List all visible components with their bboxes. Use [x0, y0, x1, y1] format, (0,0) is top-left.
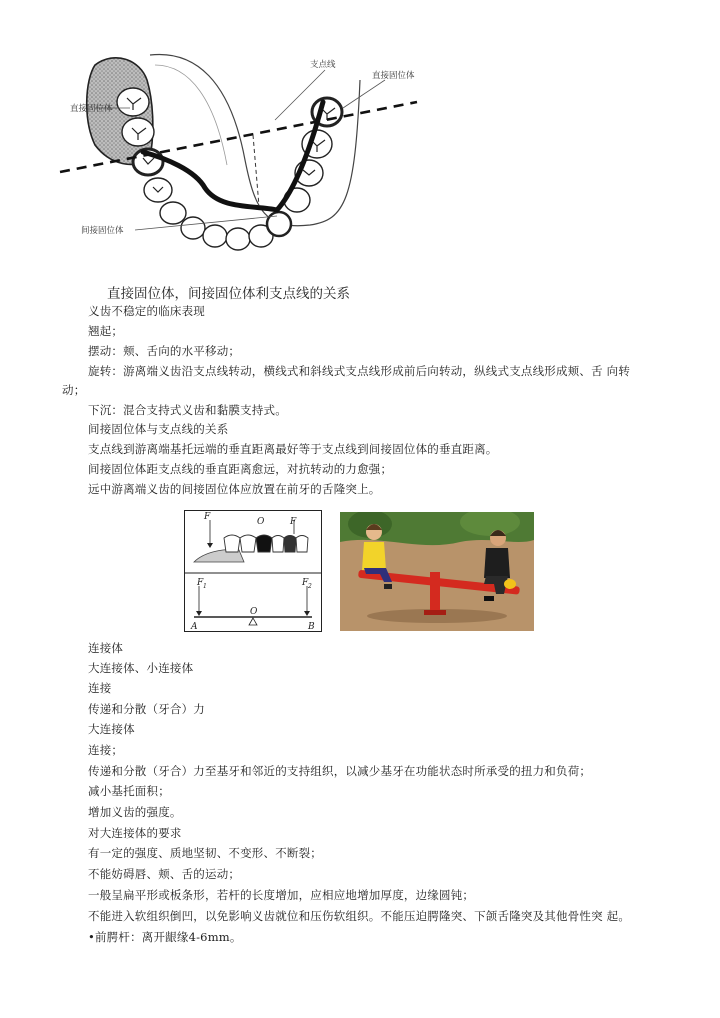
lever-diagram — [184, 510, 322, 632]
f1-subscript: 1 — [203, 583, 207, 590]
text-line: 下沉：混合支持式义齿和黏膜支持式。 — [88, 403, 287, 417]
indirect-retainer-label: 间接固位体 — [81, 226, 124, 236]
text-line: 传递和分散（牙合）力 — [88, 702, 205, 716]
text-line: 间接固位体与支点线的关系 — [88, 422, 229, 436]
f2-subscript: 2 — [308, 583, 312, 590]
figure-caption: 直接固位体，间接固位体利支点线的关系 — [107, 286, 350, 302]
text-line: 有一定的强度、质地坚韧、不变形、不断裂； — [88, 846, 322, 860]
f1-top-label: F — [204, 512, 211, 522]
text-line: 间接固位体距支点线的垂直距离愈远，对抗转动的力愈强； — [88, 462, 393, 476]
text-line: 动； — [62, 383, 86, 397]
text-line: 传递和分散（牙合）力至基牙和邻近的支持组织，以减少基牙在功能状态时所承受的扭力和负荷； — [88, 764, 592, 778]
text-line: 增加义齿的强度。 — [88, 805, 182, 819]
text-line: 旋转：游离端义齿沿支点线转动，横线式和斜线式支点线形成前后向转动，纵线式支点线形成颊、舌 向转 — [88, 364, 631, 378]
text-line: 连接 — [88, 681, 112, 695]
o-top-label: O — [257, 517, 265, 527]
text-line: 一般呈扁平形或板条形，若杆的长度增加，应相应地增加厚度，边缘圆钝； — [88, 888, 475, 902]
a-label: A — [191, 622, 198, 632]
text-line: 义齿不稳定的临床表现 — [88, 304, 205, 318]
dental-arch-diagram — [55, 40, 435, 255]
support-line-label: 支点线 — [310, 60, 336, 70]
text-line: 支点线到游离端基托远端的垂直距离最好等于支点线到间接固位体的垂直距离。 — [88, 442, 498, 456]
b-label: B — [308, 622, 315, 632]
direct-retainer-label-left: 直接固位体 — [70, 104, 113, 114]
text-line: 远中游离端义齿的间接固位体应放置在前牙的舌隆突上。 — [88, 482, 381, 496]
text-line: 对大连接体的要求 — [88, 826, 182, 840]
seesaw-illustration — [340, 512, 534, 631]
f2-top-label: F — [290, 517, 297, 527]
text-line: 大连接体、小连接体 — [88, 661, 194, 675]
text-line: 减小基托面积； — [88, 784, 170, 798]
text-line: 连接； — [88, 743, 124, 757]
o-label: O — [250, 607, 258, 617]
direct-retainer-label-right: 直接固位体 — [372, 71, 415, 81]
text-line: 连接体 — [88, 641, 124, 655]
f2-label: F — [302, 578, 309, 588]
text-line: •前腭杆：离开龈缘4-6mm。 — [88, 930, 242, 944]
text-line: 不能妨碍唇、颊、舌的运动； — [88, 867, 241, 881]
text-line: 翘起； — [88, 324, 124, 338]
f1-label: F — [197, 578, 204, 588]
text-line: 大连接体 — [88, 722, 135, 736]
text-line: 不能进入软组织倒凹，以免影响义齿就位和压伤软组织。不能压迫腭隆突、下颌舌隆突及其他骨性突 起。 — [88, 909, 631, 923]
text-line: 摆动：颊、舌向的水平移动； — [88, 344, 241, 358]
